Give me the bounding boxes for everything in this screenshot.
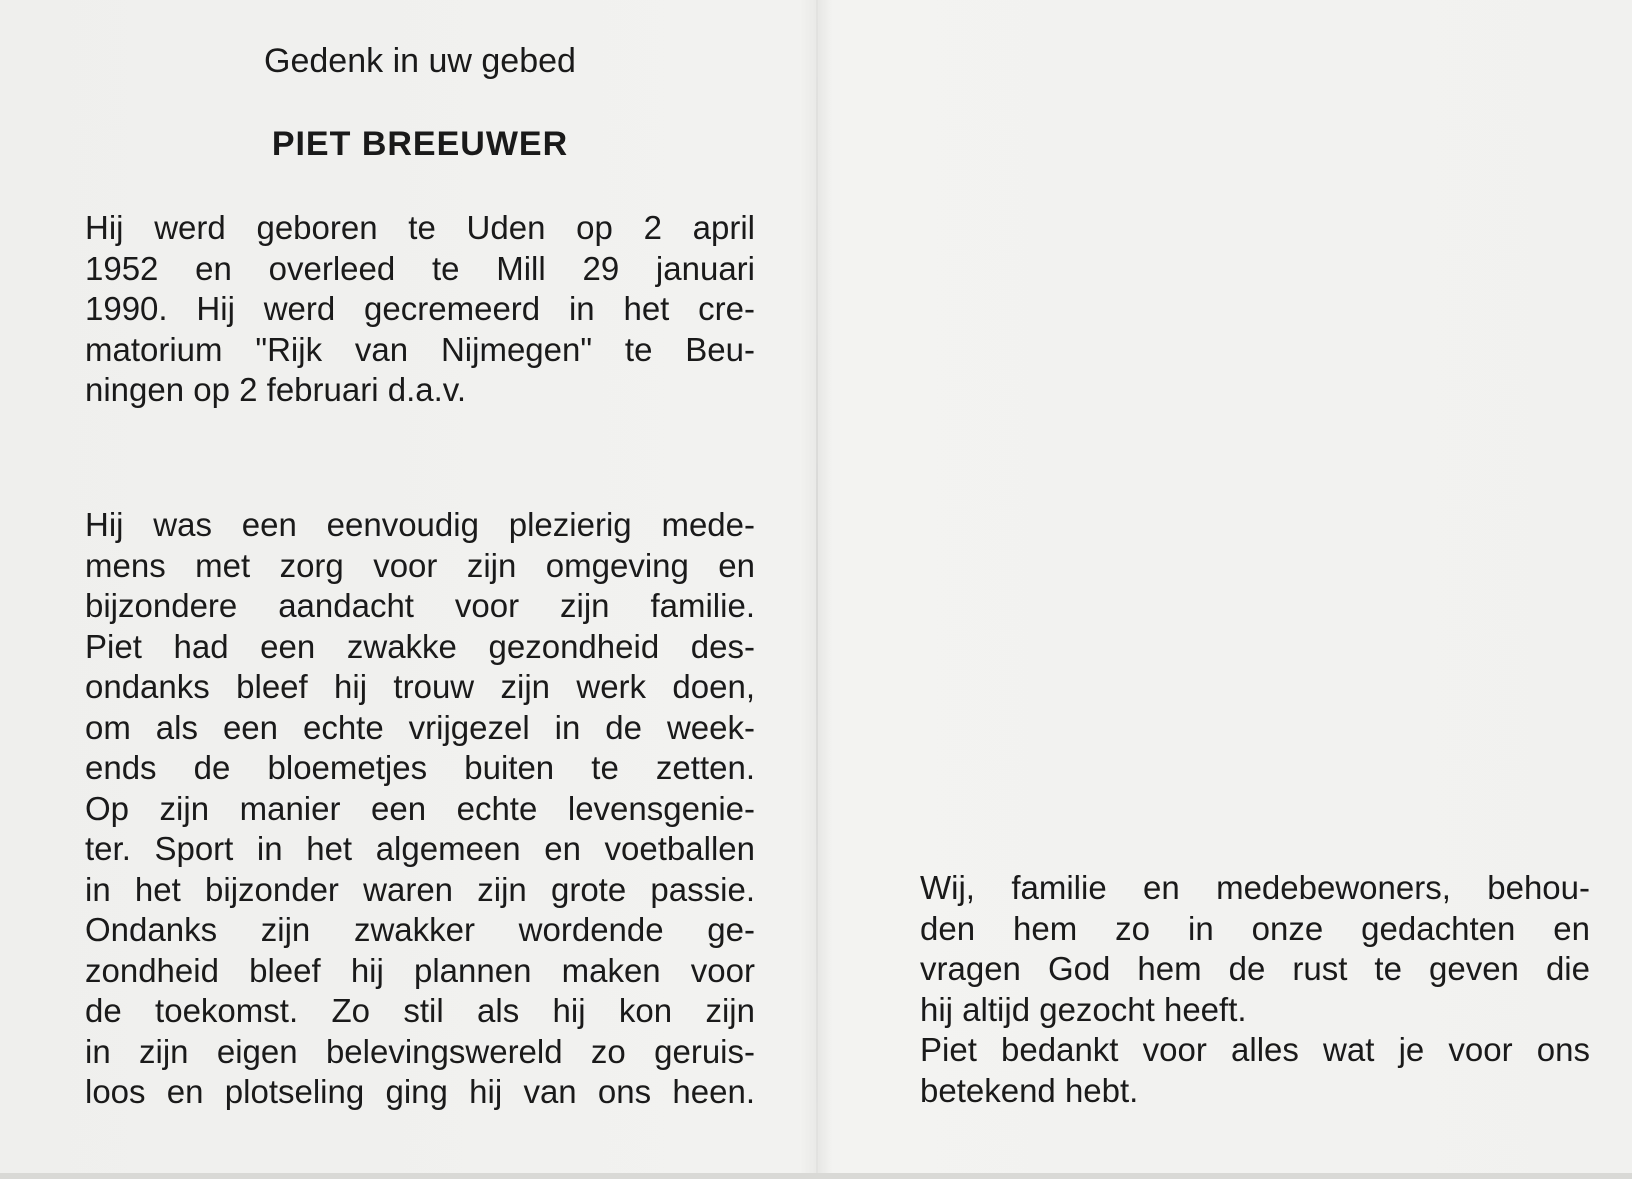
life-line: Hij was een eenvoudig plezierig mede-: [85, 506, 755, 543]
life-line: zondheid bleef hij plannen maken voor: [85, 951, 755, 989]
farewell-paragraph: [920, 868, 1590, 1111]
farewell-line: Wij, familie en medebewoners, behou-: [920, 869, 1590, 906]
farewell-line: vragen God hem de rust te geven die: [920, 950, 1590, 987]
life-line: in zijn eigen belevingswereld zo geruis-: [85, 1032, 755, 1070]
life-line: bijzondere aandacht voor zijn familie.: [85, 587, 755, 624]
life-line: loos en plotseling ging hij van ons heen.: [85, 1073, 755, 1110]
life-line: mens met zorg voor zijn omgeving en: [85, 546, 755, 584]
farewell-line: Piet bedankt voor alles wat je voor ons: [920, 1031, 1590, 1068]
life-line: in het bijzonder waren zijn grote passie.: [85, 870, 755, 908]
birth-line: ningen op 2 februari d.a.v.: [85, 371, 466, 408]
life-line: de toekomst. Zo stil als hij kon zijn: [85, 992, 755, 1029]
birth-line: 1952 en overleed te Mill 29 januari: [85, 249, 755, 287]
life-line: Op zijn manier een echte levensgenie-: [85, 789, 755, 827]
card-bottom-edge: [0, 1173, 1632, 1179]
birth-paragraph: [85, 208, 755, 411]
deceased-name: PIET BREEUWER: [271, 125, 569, 163]
life-paragraph: [85, 505, 755, 1113]
life-line: Piet had een zwakke gezondheid des-: [85, 627, 755, 665]
life-line: ends de bloemetjes buiten te zetten.: [85, 749, 755, 786]
birth-line: 1990. Hij werd gecremeerd in het cre-: [85, 290, 755, 327]
farewell-line: den hem zo in onze gedachten en: [920, 909, 1590, 947]
life-line: Ondanks zijn zwakker wordende ge-: [85, 911, 755, 948]
life-line: ondanks bleef hij trouw zijn werk doen,: [85, 668, 755, 705]
life-line: ter. Sport in het algemeen en voetballen: [85, 830, 755, 867]
farewell-line: hij altijd gezocht heeft.: [920, 990, 1247, 1028]
farewell-line: betekend hebt.: [920, 1071, 1139, 1109]
life-line: om als een echte vrijgezel in de week-: [85, 708, 755, 746]
birth-line: matorium "Rijk van Nijmegen" te Beu-: [85, 330, 755, 368]
birth-line: Hij werd geboren te Uden op 2 april: [85, 209, 755, 246]
card-fold: [816, 0, 818, 1179]
intro-text: Gedenk in uw gebed: [264, 42, 576, 80]
